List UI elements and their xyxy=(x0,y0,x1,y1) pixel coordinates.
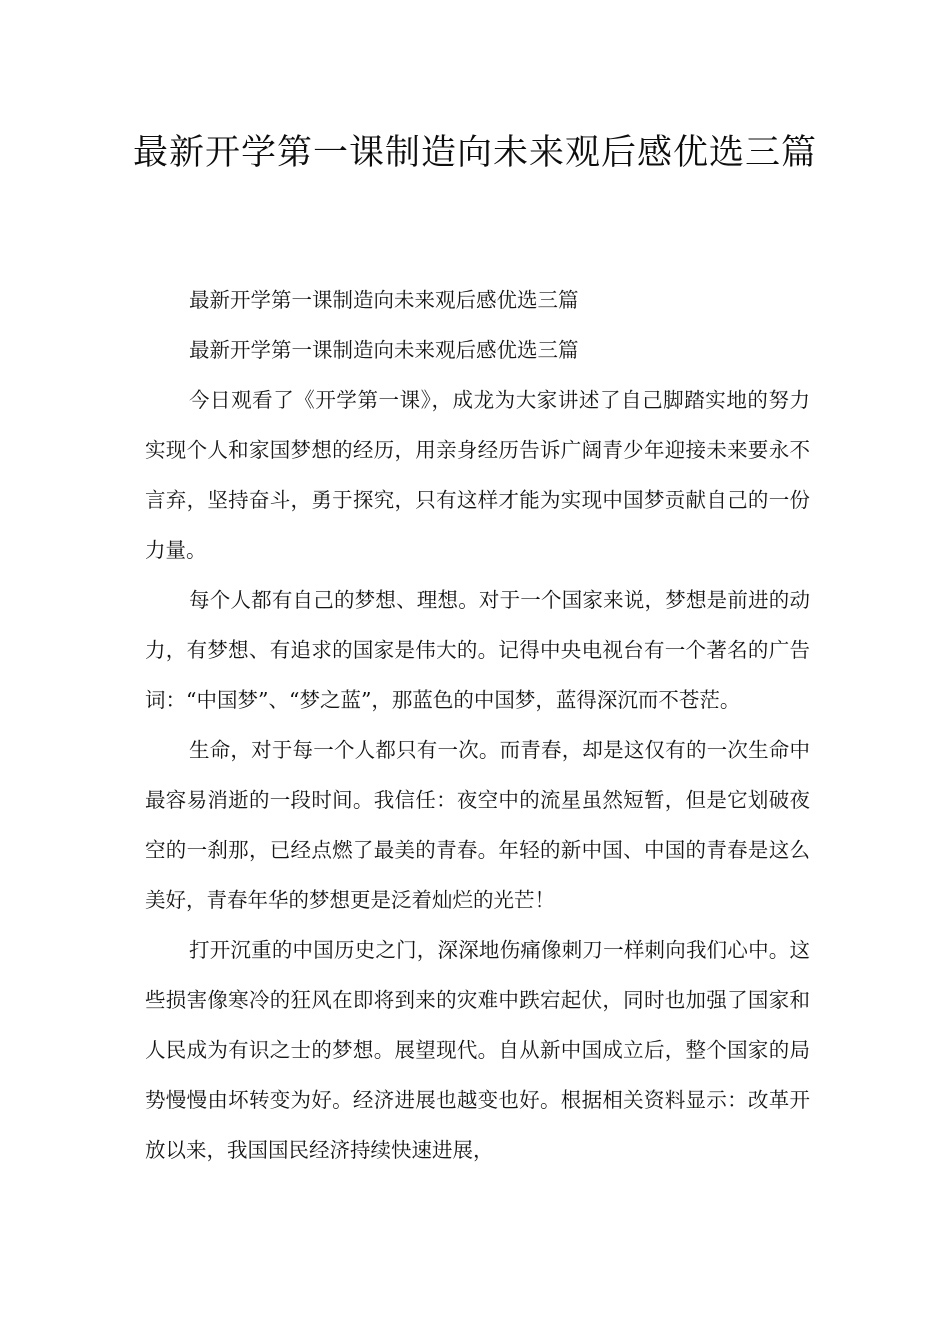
paragraph-subtitle-2: 最新开学第一课制造向未来观后感优选三篇 xyxy=(189,338,579,362)
paragraph-4: 打开沉重的中国历史之门，深深地伤痛像刺刀一样刺向我们心中。这些损害像寒冷的狂风在即将到来的灾难中跌宕起伏，同时也加强了国家和人民成为有识之士的梦想。展望现代。自从新中国成立后，整个国家的局势慢慢由坏转变为好。经济进展也越变也好。根据相关资料显示：改革开放以来，我国国民经济持续快速进展， xyxy=(145,938,810,1162)
paragraph-3: 生命，对于每一个人都只有一次。而青春，却是这仅有的一次生命中最容易消逝的一段时间。我信任：夜空中的流星虽然短暂，但是它划破夜空的一刹那，已经点燃了最美的青春。年轻的新中国、中国的青春是这么美好，青春年华的梦想更是泛着灿烂的光芒！ xyxy=(145,738,810,912)
paragraph-2: 每个人都有自己的梦想、理想。对于一个国家来说，梦想是前进的动力，有梦想、有追求的国家是伟大的。记得中央电视台有一个著名的广告词：“中国梦”、“梦之蓝”，那蓝色的中国梦，蓝得深沉而不苍茫。 xyxy=(145,588,810,712)
document-title: 最新开学第一课制造向未来观后感优选三篇 xyxy=(132,133,817,173)
document-body xyxy=(145,275,810,1175)
paragraph-subtitle-1: 最新开学第一课制造向未来观后感优选三篇 xyxy=(189,288,579,312)
paragraph-1: 今日观看了《开学第一课》，成龙为大家讲述了自己脚踏实地的努力实现个人和家国梦想的经历，用亲身经历告诉广阔青少年迎接未来要永不言弃，坚持奋斗，勇于探究，只有这样才能为实现中国梦贡献自己的一份力量。 xyxy=(145,388,810,562)
